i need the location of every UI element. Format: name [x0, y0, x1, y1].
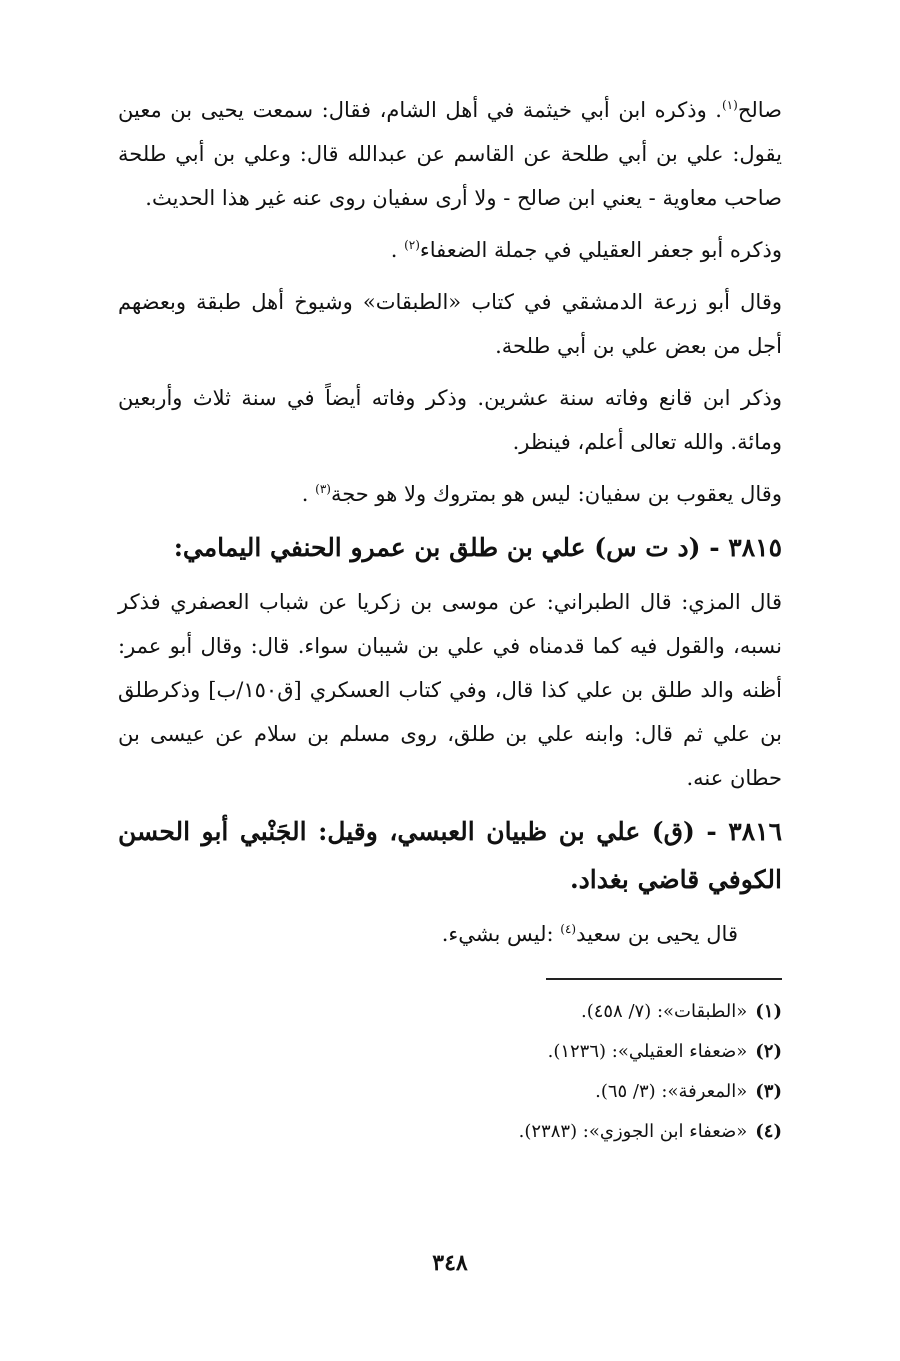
- paragraph-text: .: [390, 238, 405, 262]
- page-body: [118, 88, 782, 1154]
- footnotes: [118, 994, 782, 1150]
- paragraph-text: وذكر ابن قانع وفاته سنة عشرين. وذكر وفاته أيضاً في سنة ثلاث وأربعين ومائة. والله تعالى أعلم، فينظر.: [118, 386, 782, 454]
- footnote-ref-1: (١): [721, 98, 738, 112]
- footnote-number: (٤): [755, 1121, 782, 1142]
- footnote-3: [118, 1074, 782, 1110]
- footnote-divider: [546, 978, 782, 980]
- paragraph-abu-zura: [118, 280, 782, 368]
- entry-heading-3815: ٣٨١٥ - (د ت س) علي بن طلق بن عمرو الحنفي اليمامي:: [173, 533, 782, 562]
- paragraph-text: صالح: [737, 98, 782, 122]
- footnote-ref-3: (٣): [315, 482, 331, 496]
- paragraph-ibn-qani: [118, 376, 782, 464]
- entry-body-3815: قال المزي: قال الطبراني: عن موسى بن زكريا عن شباب العصفري فذكر نسبه، والقول فيه كما قدمناه في علي بن شيبان سواء. قال: وقال أبو عمر: أظنه والد طلق بن علي كذا قال، وفي كتاب العسكري [ق١٥٠/ب] وذكرطلق بن علي ثم قال: وابنه علي بن طلق، روى مسلم بن سلام عن عيسى بن حطان عنه.: [118, 590, 782, 790]
- paragraph-ibn-abi-khaythama: [118, 88, 782, 220]
- paragraph-text: قال يحيى بن سعيد: [576, 922, 738, 946]
- paragraph-uqayli: [118, 228, 782, 272]
- paragraph-text: .: [301, 482, 316, 506]
- footnote-2: [118, 1034, 782, 1070]
- footnote-text: «المعرفة»: (٣/ ٦٥).: [595, 1081, 748, 1102]
- paragraph-text: وقال أبو زرعة الدمشقي في كتاب «الطبقات» وشيوخ أهل طبقة وبعضهم أجل من بعض علي بن أبي طلحة.: [118, 290, 782, 358]
- footnote-ref-4: (٤): [560, 922, 577, 936]
- paragraph-text: :ليس بشيء.: [441, 922, 561, 946]
- page-number: ٣٤٨: [432, 1250, 468, 1276]
- footnote-text: «ضعفاء العقيلي»: (١٢٣٦).: [547, 1041, 748, 1062]
- paragraph-text: . وذكره ابن أبي خيثمة في أهل الشام، فقال: سمعت يحيى بن معين يقول: علي بن أبي طلحة عن القاسم عن عبدالله قال: وعلي بن أبي طلحة صاحب معاوية - يعني ابن صالح - ولا أرى سفيان روى عنه غير هذا الحديث.: [118, 98, 782, 210]
- footnote-text: «الطبقات»: (٧/ ٤٥٨).: [580, 1001, 748, 1022]
- footnote-number: (١): [755, 1001, 782, 1022]
- footnote-ref-2: (٢): [404, 238, 420, 252]
- paragraph-yaqub: [118, 472, 782, 516]
- footnote-1: [118, 994, 782, 1030]
- entry-body-3816: [118, 912, 782, 956]
- footnote-number: (٣): [755, 1081, 782, 1102]
- entry-heading-3816: ٣٨١٦ - (ق) علي بن ظبيان العبسي، وقيل: الجَنْبي أبو الحسن الكوفي قاضي بغداد.: [118, 817, 783, 894]
- paragraph-text: وقال يعقوب بن سفيان: ليس هو بمتروك ولا هو حجة: [330, 482, 782, 506]
- paragraph-text: وذكره أبو جعفر العقيلي في جملة الضعفاء: [419, 238, 782, 262]
- footnote-4: [118, 1114, 782, 1150]
- footnote-text: «ضعفاء ابن الجوزي»: (٢٣٨٣).: [518, 1121, 748, 1142]
- footnote-number: (٢): [755, 1041, 782, 1062]
